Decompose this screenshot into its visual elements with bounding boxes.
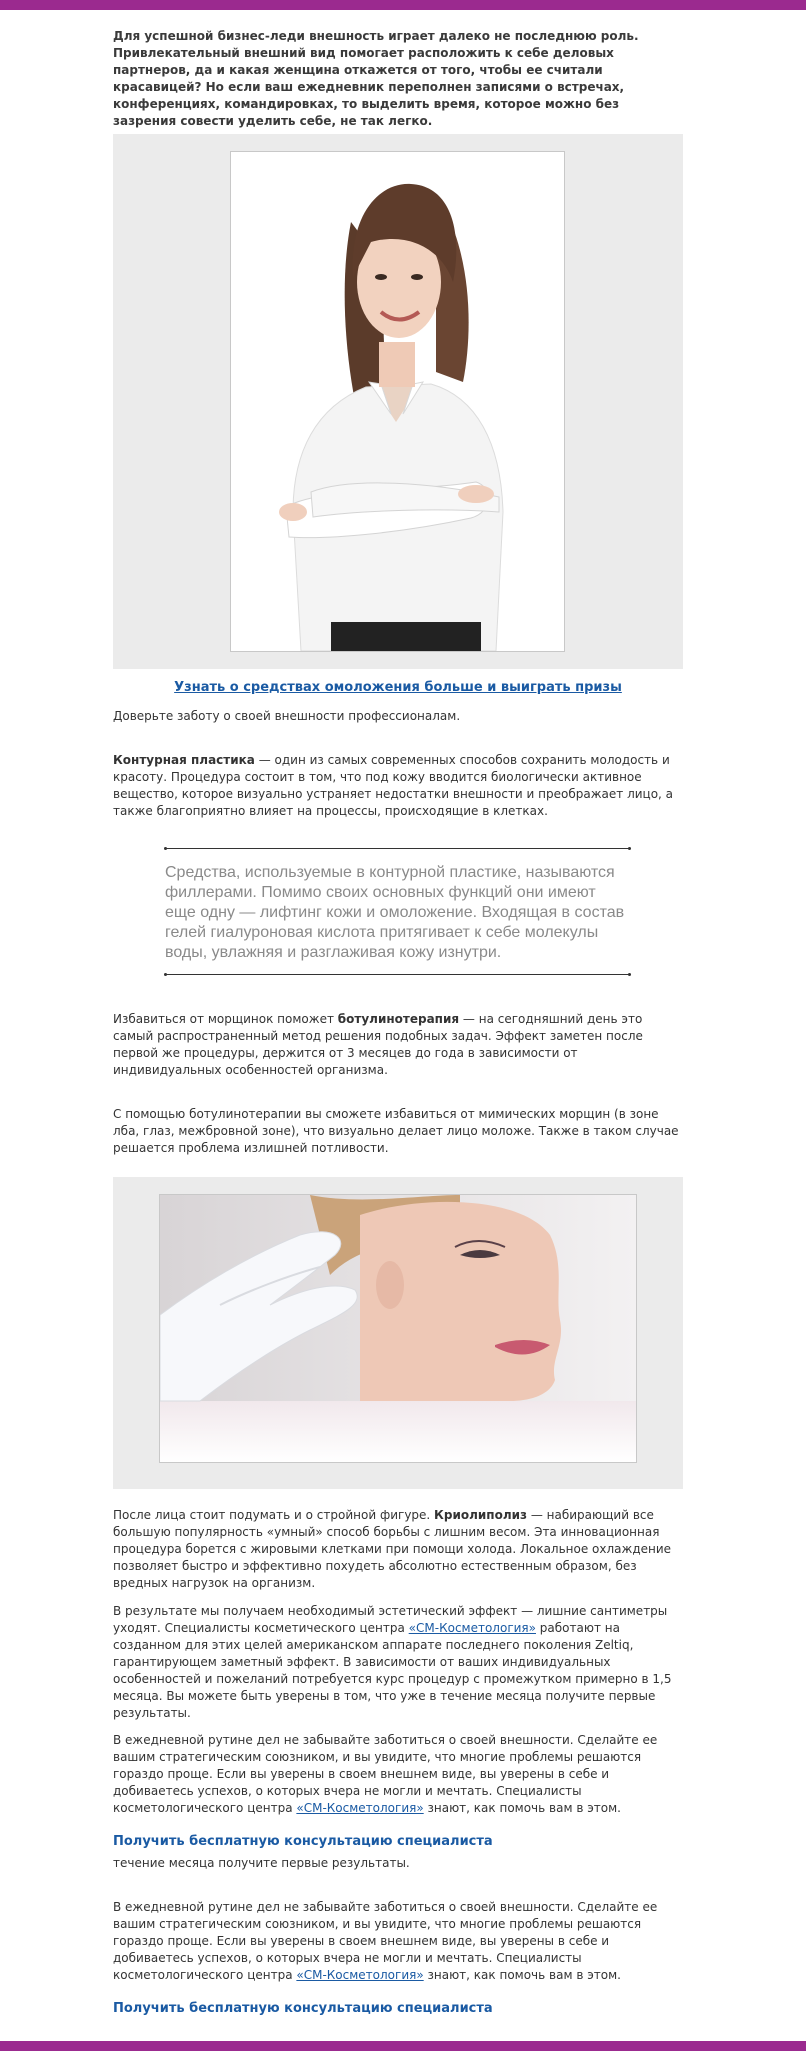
routine-before: В ежедневной рутине дел не забывайте заботиться о своей внешности. Сделайте ее вашим стратегическим союзником, и вы увидите, что многие проблемы решаются гораздо проще. Если вы уверены в своем внешнем виде, вы уверены в себе и добиваетесь успехов, о которых вчера не могли и мечтать. Специалисты косметологического центра	[113, 1733, 658, 1815]
quote-bottom-rule	[165, 974, 630, 975]
face-treatment-photo	[159, 1194, 637, 1463]
cryo-before: После лица стоит подумать и о стройной фигуре.	[113, 1508, 435, 1522]
cryo-term: Криолиполиз	[434, 1508, 527, 1522]
sm-cosmetology-link[interactable]: «СМ-Косметология»	[296, 1968, 424, 1982]
quote-top-rule	[165, 848, 630, 849]
photo-panel-businesswoman	[113, 134, 683, 669]
trust-paragraph: Доверьте заботу о своей внешности профессионалам.	[113, 709, 461, 723]
botox-term: ботулинотерапия	[337, 1012, 460, 1026]
contour-term: Контурная пластика	[113, 753, 255, 767]
routine-paragraph	[113, 1732, 683, 1817]
quote-rule-dot	[164, 973, 167, 976]
botox-after: — на сегодняшний день это самый распространенный метод решения подобных задач. Эффект заметен после первой же процедуры, держится от 3 месяцев до года в зависимости от индивидуальных особенностей организма.	[113, 1012, 643, 1077]
botox-paragraph	[113, 1011, 683, 1079]
sm-cosmetology-link[interactable]: «СМ-Косметология»	[408, 1621, 536, 1635]
quote-rule-dot	[164, 847, 167, 850]
free-consultation-link[interactable]: Получить бесплатную консультацию специалиста	[113, 2001, 493, 2016]
botox-paragraph-2: С помощью ботулинотерапии вы сможете избавиться от мимических морщин (в зоне лба, глаз, межбровной зоне), что визуально делает лицо моложе. Также в таком случае решается проблема излишней потливости.	[113, 1107, 679, 1155]
routine-after: знают, как помочь вам в этом.	[423, 1801, 621, 1815]
bottom-accent-bar	[0, 2041, 806, 2051]
businesswoman-photo	[230, 151, 565, 652]
quote-rule-dot	[628, 973, 631, 976]
routine-before: В ежедневной рутине дел не забывайте заботиться о своей внешности. Сделайте ее вашим стратегическим союзником, и вы увидите, что многие проблемы решаются гораздо проще. Если вы уверены в своем внешнем виде, вы уверены в себе и добиваетесь успехов, о которых вчера не могли и мечтать. Специалисты косметологического центра	[113, 1900, 658, 1982]
businesswoman-illustration	[231, 152, 564, 651]
top-accent-bar	[0, 0, 806, 10]
result-before: В результате мы получаем необходимый эстетический эффект — лишние сантиметры уходят. Специалисты косметического центра	[113, 1604, 668, 1635]
photo-panel-face-treatment	[113, 1177, 683, 1489]
learn-more-prizes-link[interactable]: Узнать о средствах омоложения больше и выиграть призы	[174, 680, 622, 695]
quote-text: Средства, используемые в контурной пластике, называются филлерами. Помимо своих основных функций они имеют еще одну — лифтинг кожи и омоложение. Входящая в состав гелей гиалуроновая кислота притягивает к себе молекулы воды, увлажняя и разглаживая кожу изнутри.	[165, 864, 625, 961]
intro-paragraph: Для успешной бизнес-леди внешность играет далеко не последнюю роль. Привлекательный внешний вид помогает расположить к себе деловых партнеров, да и какая женщина откажется от того, чтобы ее считали красавицей? Но если ваш ежедневник переполнен записями о встречах, конференциях, командировках, то выделить время, которое можно без зазрения совести уделить себе, не так легко.	[113, 29, 639, 128]
quote-rule-dot	[628, 847, 631, 850]
botox-before: Избавиться от морщинок поможет	[113, 1012, 338, 1026]
result-after: работают на созданном для этих целей американском аппарате последнего поколения Zeltiq, гарантирующем заметный эффект. В зависимости от ваших индивидуальных особенностей и пожеланий потребуется курс процедур с промежутком примерно в 1,5 месяца. Вы можете быть уверены в том, что уже в течение месяца получите первые результаты.	[113, 1621, 672, 1720]
cryo-after: — набирающий все большую популярность «умный» способ борьбы с лишним весом. Эта инновационная процедура борется с жировыми клетками при помощи холода. Локальное охлаждение позволяет быстро и эффективно похудеть абсолютно естественным образом, без вредных нагрузок на организм.	[113, 1508, 672, 1590]
free-consultation-link[interactable]: Получить бесплатную консультацию специалиста	[113, 1834, 493, 1849]
result-paragraph	[113, 1603, 683, 1722]
routine-paragraph-repeat	[113, 1899, 683, 1984]
sm-cosmetology-link[interactable]: «СМ-Косметология»	[296, 1801, 424, 1815]
cryo-paragraph	[113, 1507, 683, 1592]
routine-after: знают, как помочь вам в этом.	[423, 1968, 621, 1982]
face-treatment-illustration	[160, 1195, 636, 1462]
pull-quote	[165, 848, 630, 976]
month-result-text: течение месяца получите первые результаты.	[113, 1856, 410, 1870]
contour-text: — один из самых современных способов сохранить молодость и красоту. Процедура состоит в том, что под кожу вводится биологически активное вещество, которое визуально устраняет недостатки внешности и преображает лицо, а также благоприятно влияет на процессы, происходящие в клетках.	[113, 753, 674, 818]
contour-paragraph	[113, 752, 683, 820]
